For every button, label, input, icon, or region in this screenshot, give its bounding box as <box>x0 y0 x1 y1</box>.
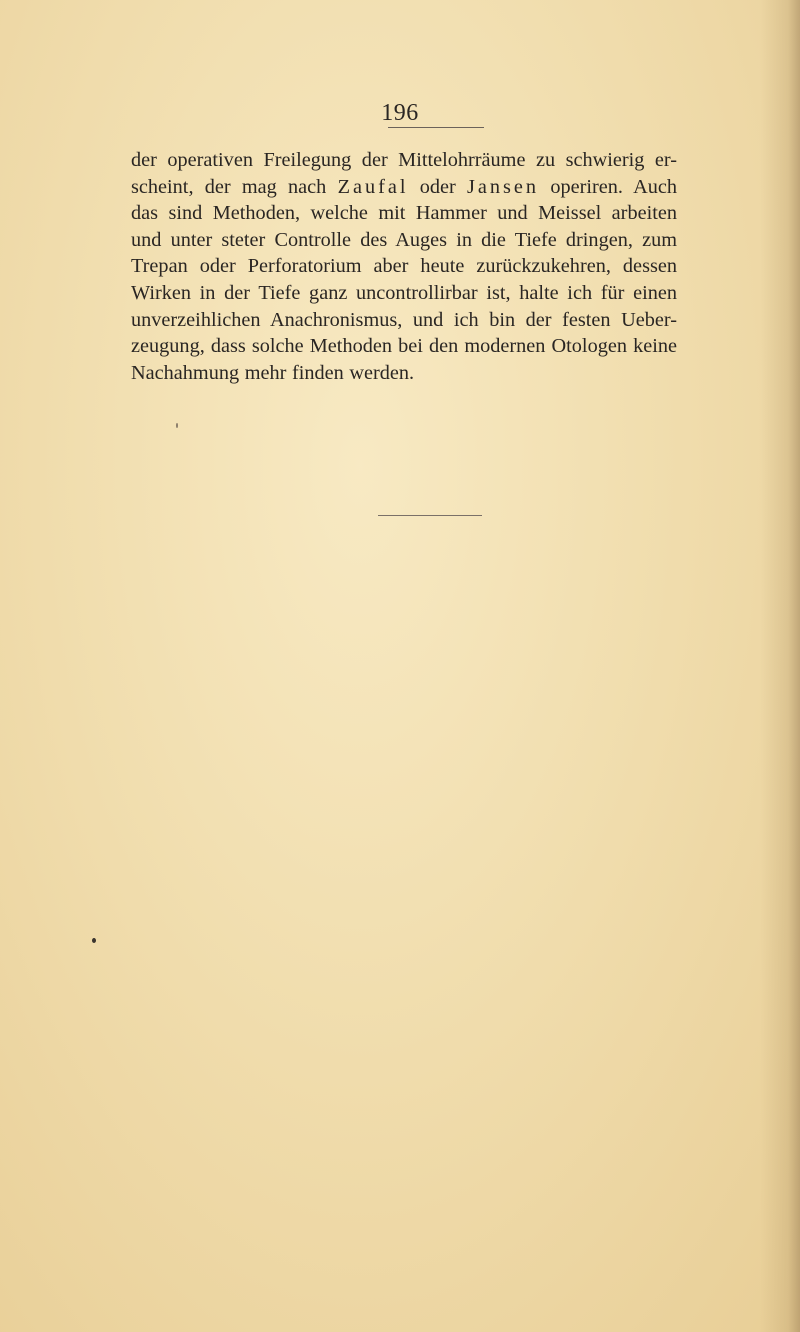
body-paragraph <box>131 147 677 386</box>
text-line-5: Trepan oder Perforatorium aber heute zurückzukehren, dessen <box>131 255 677 278</box>
author-name-zaufal: Zaufal <box>337 175 409 198</box>
author-name-jansen: Jansen <box>467 175 540 198</box>
text-line-2 <box>131 174 677 201</box>
text-line-3: das sind Methoden, welche mit Hammer und Meissel arbeiten <box>131 202 677 225</box>
page-number: 196 <box>381 100 419 126</box>
text-line-1: der operativen Freilegung der Mittelohrräume zu schwierig er- <box>131 149 677 171</box>
text-line-8: zeugung, dass solche Methoden bei den modernen Otologen keine <box>131 335 677 358</box>
text-line-4: und unter steter Controlle des Auges in die Tiefe dringen, zum <box>131 228 677 251</box>
end-rule <box>378 515 482 516</box>
header-rule <box>388 127 484 128</box>
ink-speck <box>92 938 96 943</box>
text-line-2-part-a: scheint, der mag nach <box>131 175 338 198</box>
ink-speck <box>176 423 178 428</box>
text-line-6: Wirken in der Tiefe ganz uncontrollirbar ist, halte ich für einen <box>131 281 677 304</box>
text-line-7: unverzeihlichen Anachronismus, und ich bin der festen Ueber- <box>131 308 677 331</box>
text-line-2-part-b: oder <box>408 175 467 198</box>
text-line-9: Nachahmung mehr finden werden. <box>131 361 415 384</box>
text-line-2-part-c: operiren. Auch <box>539 175 677 198</box>
